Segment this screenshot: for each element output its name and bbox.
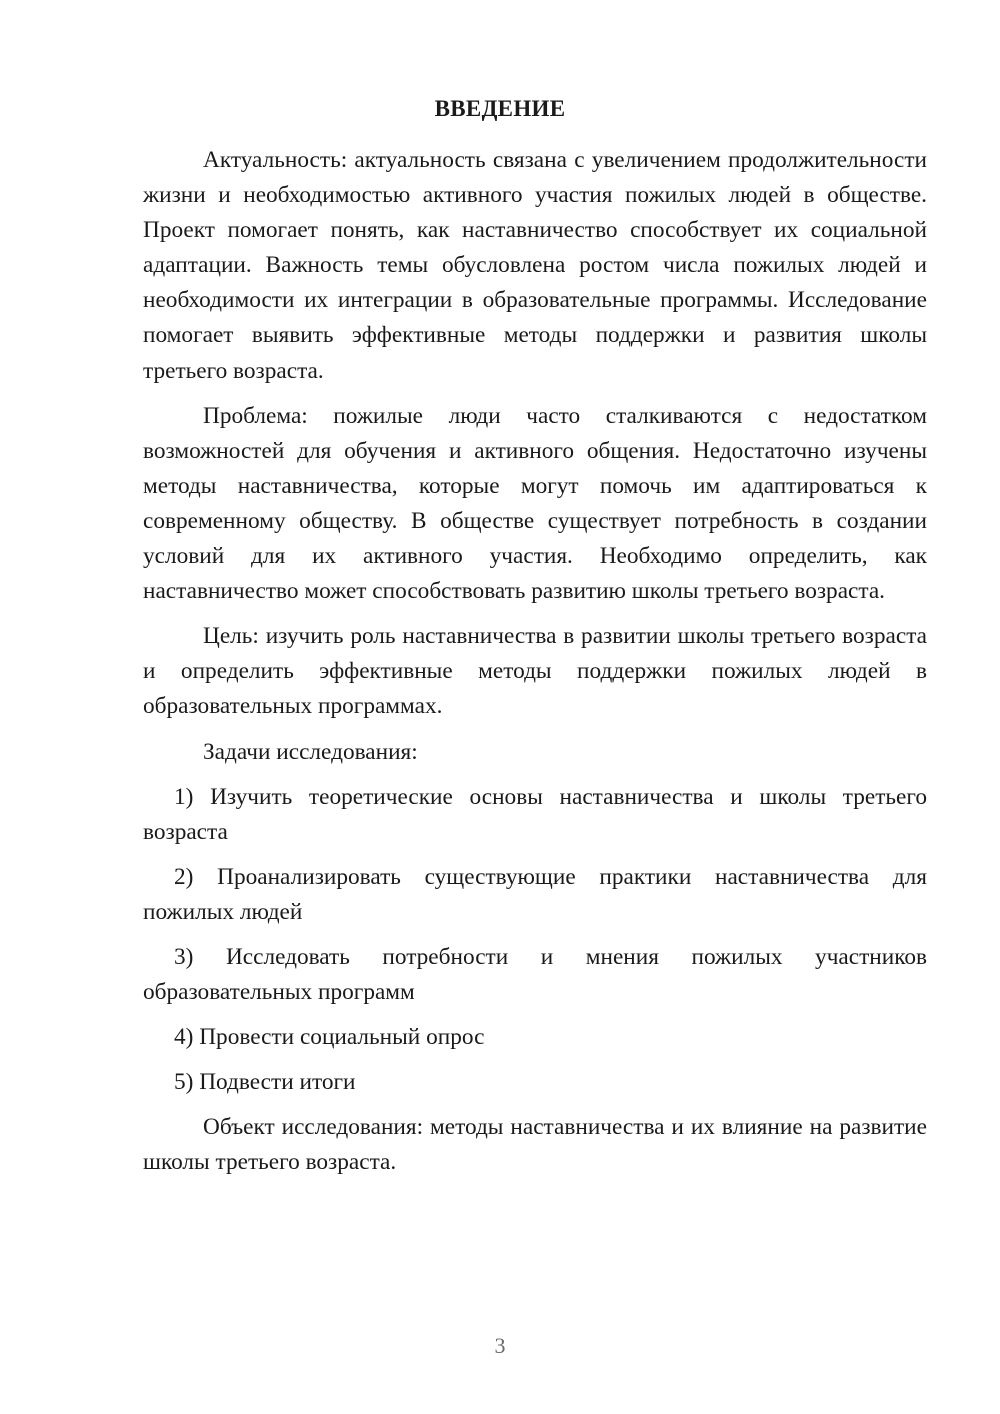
paragraph-relevance: Актуальность: актуальность связана с увеличением продолжительности жизни и необходимостью активного участия пожилых людей в обществе. Проект помогает понять, как наставничество способствует их социальной адаптации. Важность темы обусловлена ростом числа пожилых людей и необходимости их интеграции в образовательные программы. Исследование помогает выявить эффективные методы поддержки и развития школы третьего возраста. [143, 147, 927, 384]
section-title: ВВЕДЕНИЕ [434, 96, 566, 121]
task-item-4: 4) Провести социальный опрос [174, 1024, 485, 1051]
paragraph-tasks-heading: Задачи исследования: [203, 738, 418, 765]
task-item-1: 1) Изучить теоретические основы наставничества и школы третьего возраста [143, 783, 927, 845]
paragraph-goal: Цель: изучить роль наставничества в развитии школы третьего возраста и определить эффективные методы поддержки пожилых людей в образовательных программах. [143, 623, 927, 720]
task-item-3: 3) Исследовать потребности и мнения пожилых участников образовательных программ [143, 943, 927, 1006]
paragraph-object: Объект исследования: методы наставничества и их влияние на развитие школы третьего возраста. [143, 1114, 927, 1176]
task-item-5: 5) Подвести итоги [174, 1069, 356, 1096]
page-number: 3 [494, 1333, 506, 1358]
task-item-2: 2) Проанализировать существующие практики наставничества для пожилых людей [143, 863, 927, 925]
body-text [143, 143, 927, 1181]
paragraph-problem: Проблема: пожилые люди часто сталкиваются с недостатком возможностей для обучения и активного общения. Недостаточно изучены методы наставничества, которые могут помочь им адаптироваться к современному обществу. В обществе существует потребность в создании условий для их активного участия. Необходимо определить, как наставничество может способствовать развитию школы третьего возраста. [143, 402, 927, 605]
